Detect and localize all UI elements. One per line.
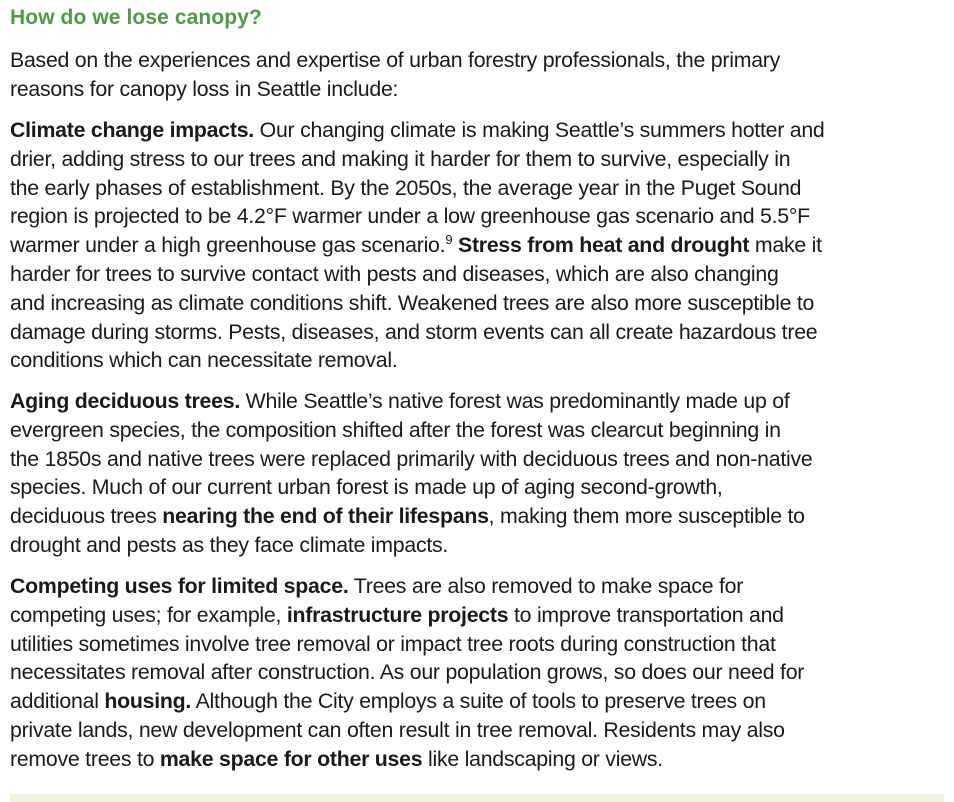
bold-phrase: nearing the end of their lifespans — [162, 504, 489, 529]
text-line — [10, 75, 780, 104]
text-run: like landscaping or views. — [422, 746, 663, 771]
text-run: deciduous trees — [10, 504, 163, 529]
text-run: drier, adding stress to our trees and making it harder for them to survive, especially in — [10, 146, 791, 171]
text-line — [10, 601, 804, 630]
text-run: remove trees to — [10, 746, 160, 771]
text-run: drought and pests as they face climate impacts. — [10, 532, 449, 557]
text-line — [10, 572, 804, 601]
text-line — [10, 745, 804, 774]
text-line — [10, 289, 825, 318]
footnote-reference: 9 — [445, 232, 453, 248]
text-run: species. Much of our current urban forest is made up of aging second-growth, — [10, 475, 723, 500]
text-line — [10, 231, 825, 260]
text-run: , making them more susceptible to — [488, 504, 805, 529]
text-run: conditions which can necessitate removal. — [10, 348, 398, 373]
text-run: to improve transportation and — [508, 602, 784, 627]
text-line — [10, 46, 780, 75]
paragraph-climate-change — [10, 116, 825, 375]
text-line — [10, 630, 804, 659]
text-line — [10, 145, 825, 174]
text-run: evergreen species, the composition shifted after the forest was clearcut beginning in — [10, 417, 781, 442]
bold-phrase: Aging deciduous trees. — [10, 389, 240, 413]
text-run: Our changing climate is making Seattle’s summers hotter and — [253, 118, 825, 142]
text-line — [10, 174, 825, 203]
text-run: Based on the experiences and expertise of urban forestry professionals, the primary — [10, 48, 781, 72]
footer-bar — [10, 794, 944, 802]
text-run: region is projected to be 4.2°F warmer under a low greenhouse gas scenario and 5.5°F — [10, 204, 810, 229]
text-line — [10, 116, 825, 145]
paragraph-intro — [10, 46, 780, 104]
text-line — [10, 387, 812, 416]
text-line — [10, 658, 804, 687]
text-line — [10, 318, 825, 347]
paragraph-aging-deciduous — [10, 387, 812, 560]
text-run: Although the City employs a suite of tools to preserve trees on — [191, 689, 766, 714]
text-run: make it — [749, 233, 822, 258]
text-run: the 1850s and native trees were replaced primarily with deciduous trees and non-native — [10, 446, 813, 471]
text-run: and increasing as climate conditions shift. Weakened trees are also more susceptible to — [10, 290, 815, 315]
text-line — [10, 416, 812, 445]
text-line — [10, 687, 804, 716]
bold-phrase: Competing uses for limited space. — [10, 574, 349, 598]
text-run: private lands, new development can often result in tree removal. Residents may also — [10, 717, 785, 742]
bold-phrase: Climate change impacts. — [10, 118, 254, 142]
text-run: utilities sometimes involve tree removal or impact tree roots during construction that — [10, 631, 776, 656]
text-line — [10, 346, 825, 375]
text-line — [10, 445, 812, 474]
text-run: the early phases of establishment. By the 2050s, the average year in the Puget Sound — [10, 175, 802, 200]
text-run: damage during storms. Pests, diseases, and storm events can all create hazardous tree — [10, 319, 818, 344]
text-run: warmer under a high greenhouse gas scenario. — [10, 233, 446, 258]
text-line — [10, 502, 812, 531]
text-run: additional — [10, 689, 105, 714]
text-line — [10, 202, 825, 231]
text-line — [10, 260, 825, 289]
text-run: Trees are also removed to make space for — [348, 574, 744, 598]
bold-phrase: Stress from heat and drought — [457, 233, 750, 258]
bold-phrase: make space for other uses — [159, 746, 423, 771]
text-run: reasons for canopy loss in Seattle include: — [10, 76, 399, 101]
bold-phrase: infrastructure projects — [286, 602, 509, 627]
text-run: competing uses; for example, — [10, 602, 287, 627]
text-line — [10, 716, 804, 745]
text-run: While Seattle’s native forest was predominantly made up of — [239, 389, 790, 413]
paragraph-competing-uses — [10, 572, 804, 774]
text-line — [10, 531, 812, 560]
text-run: harder for trees to survive contact with pests and diseases, which are also changing — [10, 261, 779, 286]
section-heading: How do we lose canopy? — [10, 6, 262, 29]
text-run: necessitates removal after construction. As our population grows, so does our need for — [10, 660, 805, 685]
bold-phrase: housing. — [104, 689, 192, 714]
text-line — [10, 473, 812, 502]
